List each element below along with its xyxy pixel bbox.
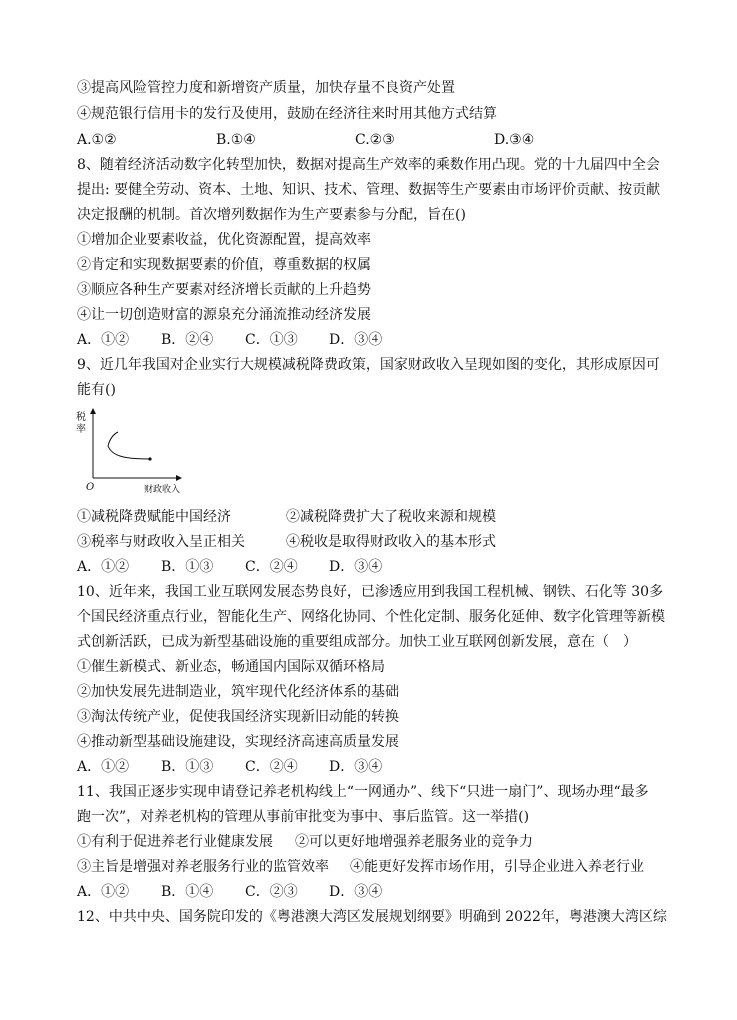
q11-option-c: C．②③ <box>245 884 298 900</box>
q10-option-b: B．①③ <box>161 759 214 775</box>
q11-stem-line-2: 跑一次”，对养老机构的管理从事前审批变为事中、事后监管。这一举措() <box>77 809 530 825</box>
q7-item-4: ④规范银行信用卡的发行及使用，鼓励在经济往来时用其他方式结算 <box>77 106 497 122</box>
y-axis-label-2: 率 <box>76 424 86 435</box>
q8-stem-line-3: 决定报酬的机制。首次增列数据作为生产要素参与分配，旨在() <box>77 207 466 223</box>
origin-label: O <box>86 482 95 493</box>
q8-item-1: ①增加企业要素收益，优化资源配置，提高效率 <box>77 232 371 248</box>
q11-item-2: ②可以更好地增强养老服务业的竞争力 <box>295 834 533 850</box>
q9-item-4: ④税收是取得财政收入的基本形式 <box>286 534 496 550</box>
q9-items-row-1 <box>77 507 637 527</box>
q10-item-4: ④推动新型基础设施建设，实现经济高速高质量发展 <box>77 734 399 750</box>
q11-items-row-2 <box>77 857 657 877</box>
q11-option-b: B．①④ <box>161 884 214 900</box>
q8-item-3: ③顺应各种生产要素对经济增长贡献的上升趋势 <box>77 282 371 298</box>
q7-option-a: A.①② <box>77 132 117 148</box>
q9-stem-line-2: 能有() <box>77 382 116 398</box>
q9-option-b: B．①③ <box>161 559 214 575</box>
q9-options <box>77 557 477 577</box>
q11-options <box>77 882 477 902</box>
q10-item-2: ②加快发展先进制造业，筑牢现代化经济体系的基础 <box>77 684 399 700</box>
q9-option-c: C．②④ <box>245 559 298 575</box>
q8-item-4: ④让一切创造财富的源泉充分涌流推动经济发展 <box>77 307 371 323</box>
q9-item-3: ③税率与财政收入呈正相关 <box>77 534 245 550</box>
q7-option-b: B.①④ <box>216 132 256 148</box>
q11-option-a: A．①② <box>77 884 130 900</box>
tax-revenue-curve-figure <box>72 408 192 498</box>
q8-options <box>77 330 477 350</box>
q7-options <box>77 130 677 150</box>
q11-stem-line-1: 11、我国正逐步实现申请登记养老机构线上“一网通办”、线下“只进一扇门”、现场办理“最多 <box>77 784 649 800</box>
q7-item-3: ③提高风险管控力度和新增资产质量，加快存量不良资产处置 <box>77 80 455 96</box>
q10-option-d: D．③④ <box>329 759 383 775</box>
q9-item-2: ②减税降费扩大了税收来源和规模 <box>286 509 496 525</box>
q9-items-row-2 <box>77 532 637 552</box>
q9-curve <box>108 432 150 459</box>
q9-item-1: ①减税降费赋能中国经济 <box>77 509 231 525</box>
q10-item-1: ①催生新模式、新业态，畅通国内国际双循环格局 <box>77 659 385 675</box>
q9-option-d: D．③④ <box>329 559 383 575</box>
q10-stem-line-1: 10、近年来，我国工业互联网发展态势良好，已渗透应用到我国工程机械、钢铁、石化等 30多 <box>77 584 664 600</box>
q8-option-b: B．②④ <box>161 332 214 348</box>
x-axis-arrow <box>176 475 182 481</box>
q10-options <box>77 757 477 777</box>
q10-stem-line-2: 个国民经济重点行业，智能化生产、网络化协同、个性化定制、服务化延伸、数字化管理等新模 <box>77 609 665 625</box>
q8-stem-line-1: 8、随着经济活动数字化转型加快，数据对提高生产效率的乘数作用凸现。党的十九届四中全会 <box>77 157 660 173</box>
q8-stem-line-2: 提出: 要健全劳动、资本、土地、知识、技术、管理、数据等生产要素由市场评价贡献、按贡献 <box>77 182 661 198</box>
q10-item-3: ③淘汰传统产业，促使我国经济实现新旧动能的转换 <box>77 709 399 725</box>
q11-item-1: ①有利于促进养老行业健康发展 <box>77 834 273 850</box>
y-axis-label-1: 税 <box>76 412 86 423</box>
q10-option-a: A．①② <box>77 759 130 775</box>
y-axis-arrow <box>90 408 96 414</box>
curve-end-point <box>148 457 151 460</box>
q8-item-2: ②肯定和实现数据要素的价值，尊重数据的权属 <box>77 257 371 273</box>
q9-stem-line-1: 9、近几年我国对企业实行大规模减税降费政策，国家财政收入呈现如图的变化，其形成原因可 <box>77 357 660 373</box>
q10-option-c: C．②④ <box>245 759 298 775</box>
q9-option-a: A．①② <box>77 559 130 575</box>
q12-stem-line-1: 12、中共中央、国务院印发的《粤港澳大湾区发展规划纲要》明确到 2022年，粤港澳大湾区综 <box>77 909 667 925</box>
q11-item-4: ④能更好发挥市场作用，引导企业进入养老行业 <box>350 859 644 875</box>
x-axis-label: 财政收入 <box>144 485 181 495</box>
q7-option-d: D.③④ <box>494 132 535 148</box>
q8-option-a: A．①② <box>77 332 130 348</box>
q11-option-d: D．③④ <box>329 884 383 900</box>
q10-stem-line-3: 式创新活跃，已成为新型基础设施的重要组成部分。加快工业互联网创新发展，意在（ ） <box>77 634 637 650</box>
q8-option-d: D．③④ <box>329 332 383 348</box>
q11-items-row-1 <box>77 832 637 852</box>
q11-item-3: ③主旨是增强对养老服务行业的监管效率 <box>77 859 329 875</box>
q9-figure <box>72 408 192 498</box>
q8-option-c: C．①③ <box>245 332 298 348</box>
q7-option-c: C.②③ <box>355 132 395 148</box>
